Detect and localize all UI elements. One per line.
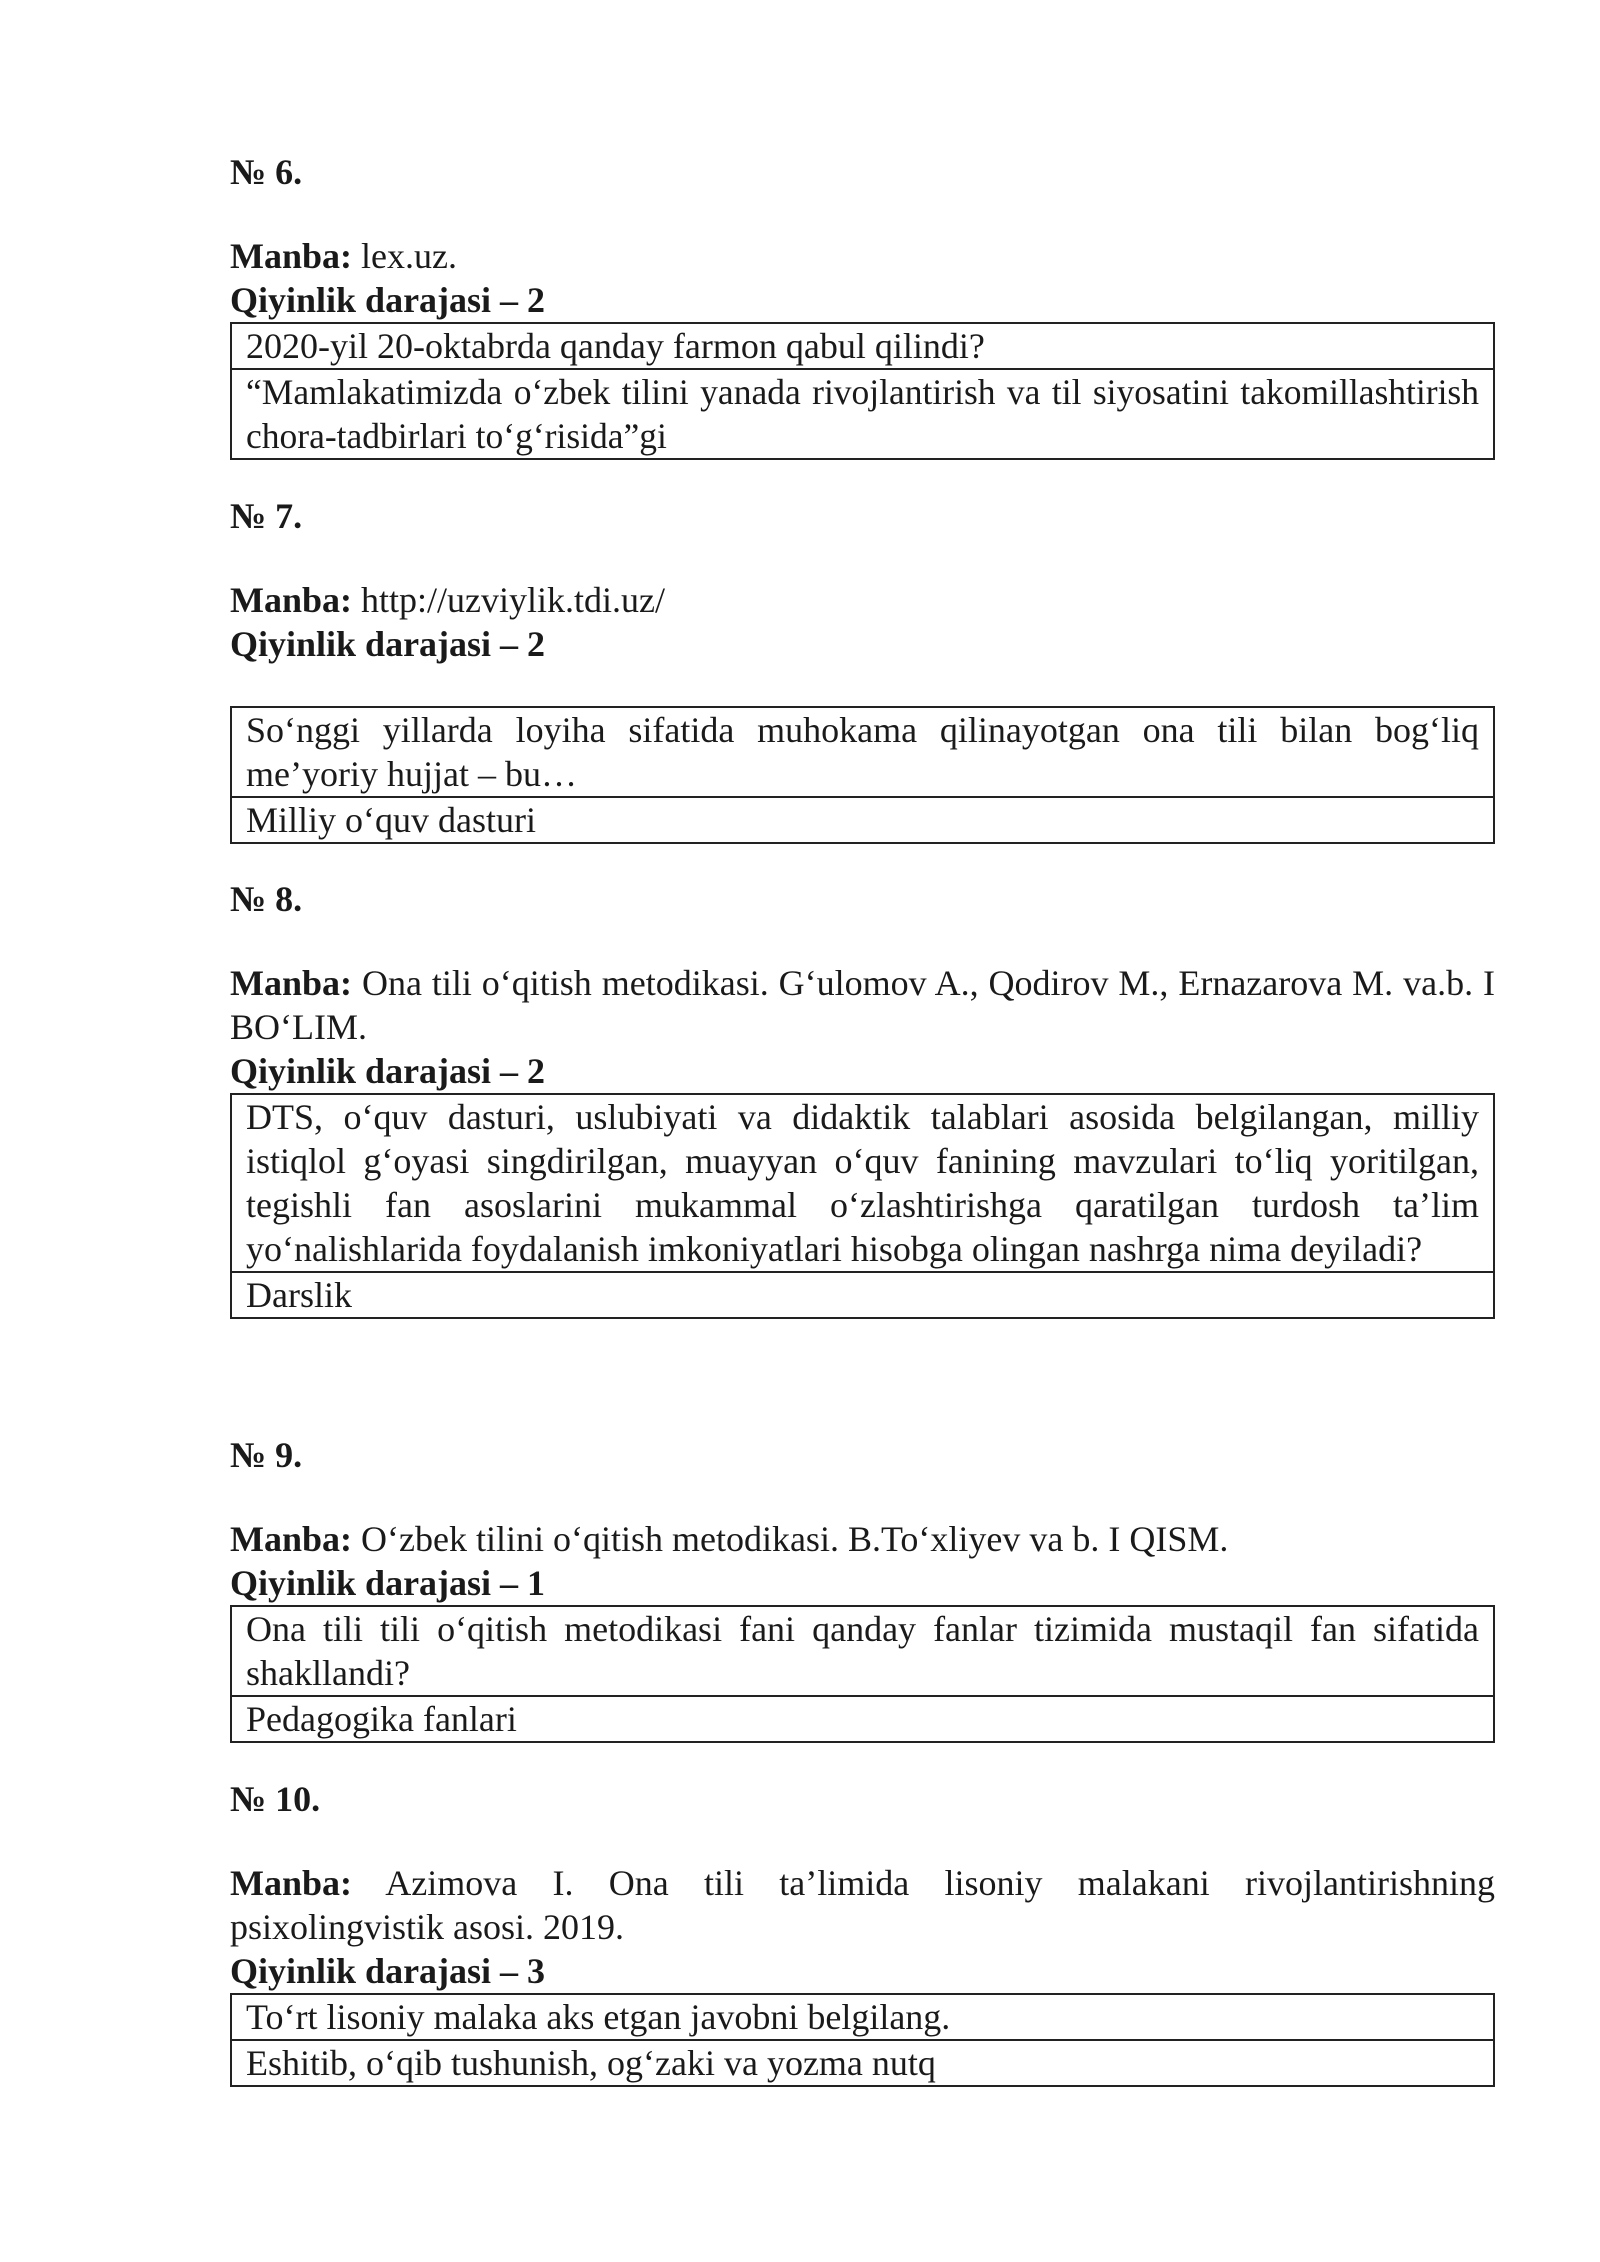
question-text: Ona tili tili o‘qitish metodikasi fani qanday fanlar tizimida mustaqil fan sifatida shakllandi? <box>232 1607 1493 1697</box>
question-text: 2020-yil 20-oktabrda qanday farmon qabul qilindi? <box>232 324 1493 370</box>
question-text: So‘nggi yillarda loyiha sifatida muhokama qilinayotgan ona tili bilan bog‘liq me’yoriy hujjat – bu… <box>232 708 1493 798</box>
question-item <box>230 877 1495 1319</box>
difficulty-level: Qiyinlik darajasi – 2 <box>230 1051 546 1091</box>
difficulty-level: Qiyinlik darajasi – 2 <box>230 624 546 664</box>
source-label: Manba: <box>230 580 353 620</box>
question-text: To‘rt lisoniy malaka aks etgan javobni belgilang. <box>232 1995 1493 2041</box>
source-line <box>230 1861 1495 1949</box>
answer-text: Eshitib, o‘qib tushunish, og‘zaki va yozma nutq <box>246 2043 936 2083</box>
answer-text: “Mamlakatimizda o‘zbek tilini yanada rivojlantirish va til siyosatini takomillashtirish chora-tadbirlari to‘g‘risida”gi <box>246 372 1479 456</box>
source-text: http://uzviylik.tdi.uz/ <box>361 580 665 620</box>
qa-table <box>230 706 1495 844</box>
answer-text: Milliy o‘quv dasturi <box>246 800 536 840</box>
difficulty-level: Qiyinlik darajasi – 1 <box>230 1563 546 1603</box>
question-item <box>230 1433 1495 1743</box>
question-item <box>230 494 1495 844</box>
qa-table <box>230 1093 1495 1319</box>
source-line <box>230 961 1495 1049</box>
source-label: Manba: <box>230 963 353 1003</box>
source-text: Azimova I. Ona tili ta’limida lisoniy malakani rivojlantirishning psixolingvistik asosi. 2019. <box>230 1863 1495 1947</box>
question-number: № 8. <box>230 879 303 919</box>
source-line <box>230 234 1495 278</box>
qa-table <box>230 1605 1495 1743</box>
source-label: Manba: <box>230 1519 353 1559</box>
source-text: Ona tili o‘qitish metodikasi. G‘ulomov A., Qodirov M., Ernazarova M. va.b. I BO‘LIM. <box>230 963 1495 1047</box>
source-line <box>230 1517 1495 1561</box>
question-number: № 7. <box>230 496 303 536</box>
source-label: Manba: <box>230 1863 353 1903</box>
qa-table <box>230 322 1495 460</box>
source-line <box>230 578 1495 622</box>
question-number: № 10. <box>230 1779 321 1819</box>
question-text: DTS, o‘quv dasturi, uslubiyati va didaktik talablari asosida belgilangan, milliy istiqlol g‘oyasi singdirilgan, muayyan o‘quv fanining mavzulari to‘liq yoritilgan, tegishli fan asoslarini mukammal o‘zlashtirishga qaratilgan turdosh ta’lim yo‘nalishlarida foydalanish imkoniyatlari hisobga olingan nashrga nima deyiladi? <box>232 1095 1493 1273</box>
source-text: lex.uz. <box>361 236 457 276</box>
difficulty-level: Qiyinlik darajasi – 2 <box>230 280 546 320</box>
question-item <box>230 1777 1495 2087</box>
source-text: O‘zbek tilini o‘qitish metodikasi. B.To‘xliyev va b. I QISM. <box>361 1519 1229 1559</box>
difficulty-level: Qiyinlik darajasi – 3 <box>230 1951 546 1991</box>
question-number: № 6. <box>230 152 303 192</box>
question-item <box>230 150 1495 460</box>
answer-text: Darslik <box>246 1275 352 1315</box>
qa-table <box>230 1993 1495 2087</box>
question-number: № 9. <box>230 1435 303 1475</box>
source-label: Manba: <box>230 236 353 276</box>
answer-text: Pedagogika fanlari <box>246 1699 517 1739</box>
